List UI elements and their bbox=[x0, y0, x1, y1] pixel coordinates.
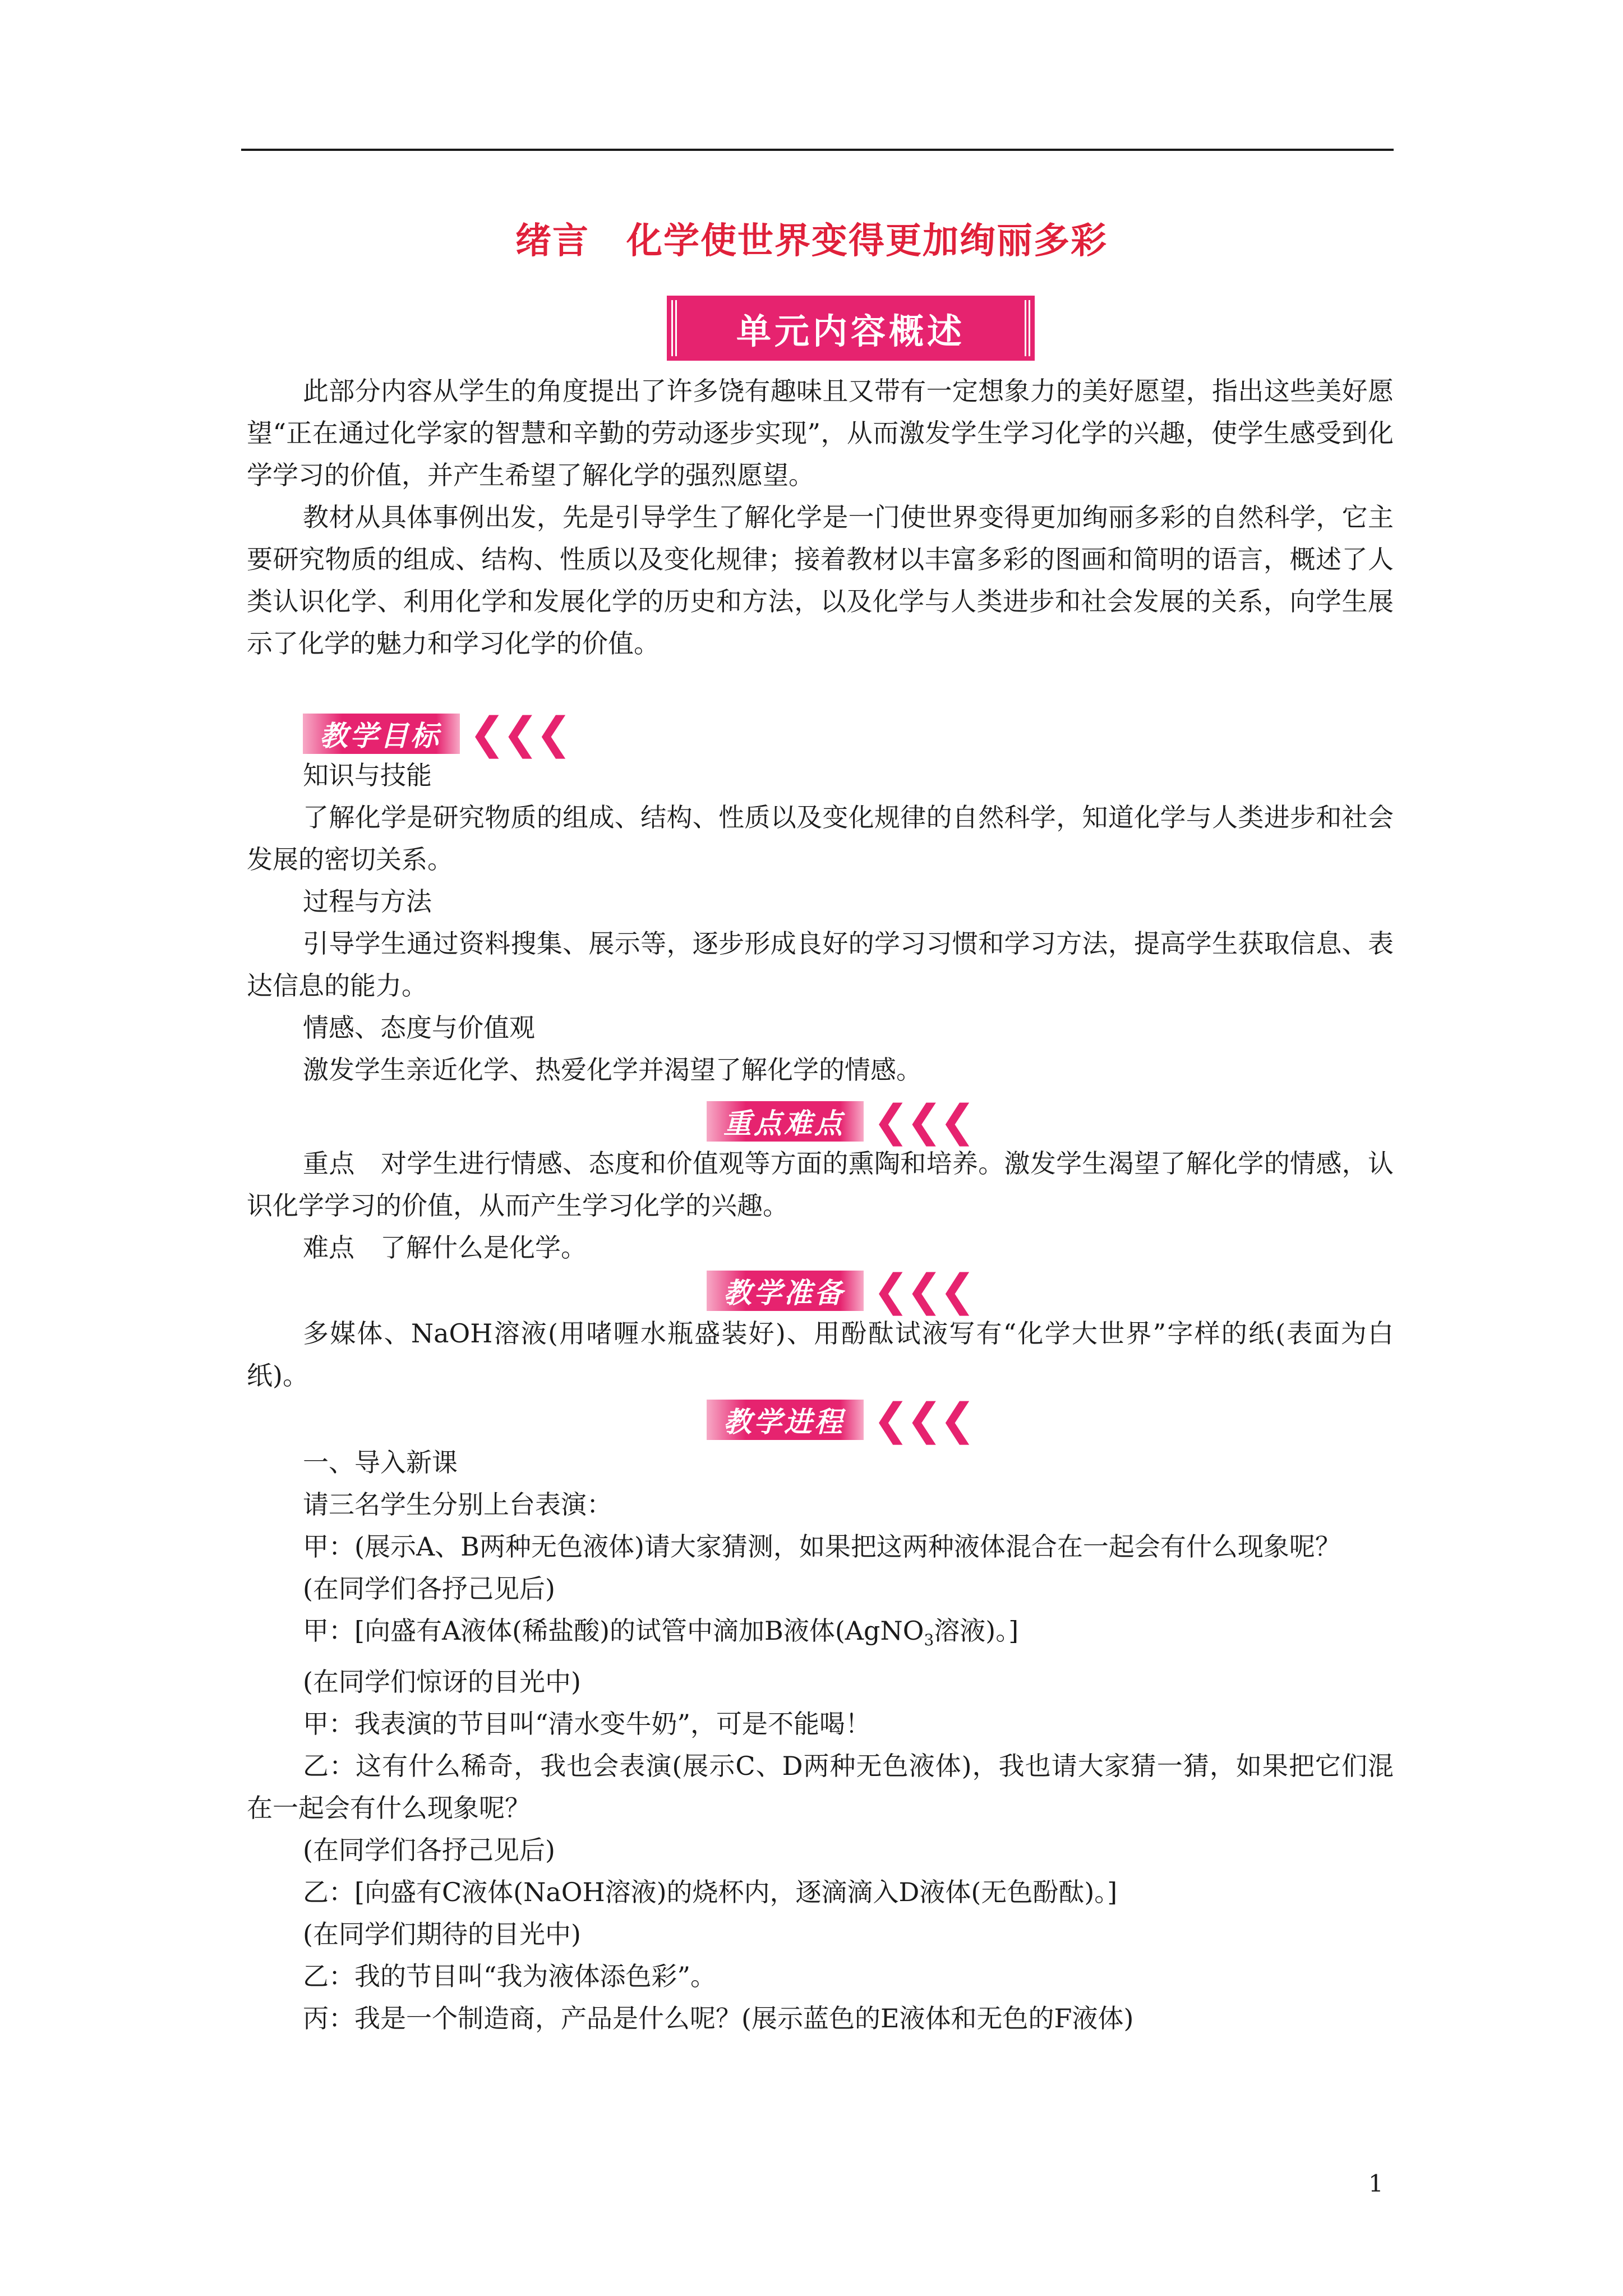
prep-section bbox=[247, 1313, 1394, 1397]
paragraph: 过程与方法 bbox=[303, 886, 432, 917]
subscript: 3 bbox=[924, 1631, 934, 1650]
paragraph: (在同学们各抒己见后) bbox=[303, 1573, 555, 1604]
paragraph: 乙：[向盛有C液体(NaOH溶液)的烧杯内，逐滴滴入D液体(无色酚酞)。] bbox=[303, 1877, 1118, 1908]
banner-label: 教学准备 bbox=[707, 1271, 864, 1311]
chevron-left-icon: ❮❮❮ bbox=[873, 1266, 973, 1316]
section-banner-goals bbox=[303, 708, 569, 759]
header-rule bbox=[241, 149, 1394, 151]
paragraph: 一、导入新课 bbox=[303, 1447, 458, 1478]
chevron-left-icon: ❮❮❮ bbox=[873, 1395, 973, 1445]
section-banner-overview: 单元内容概述 bbox=[671, 300, 1030, 356]
goals-section bbox=[247, 754, 1394, 1091]
paragraph: 乙：这有什么稀奇，我也会表演(展示C、D两种无色液体)，我也请大家猜一猜，如果把它们混在一起会有什么现象呢？ bbox=[247, 1751, 1394, 1824]
paragraph: 引导学生通过资料搜集、展示等，逐步形成良好的学习习惯和学习方法，提高学生获取信息、表达信息的能力。 bbox=[247, 928, 1394, 1001]
page-number: 1 bbox=[1368, 2170, 1384, 2197]
chevron-left-icon: ❮❮❮ bbox=[469, 708, 569, 759]
paragraph: 此部分内容从学生的角度提出了许多饶有趣味且又带有一定想象力的美好愿望，指出这些美好愿望“正在通过化学家的智慧和辛勤的劳动逐步实现”，从而激发学生学习化学的兴趣，使学生感受到化学学习的价值，并产生希望了解化学的强烈愿望。 bbox=[247, 376, 1394, 490]
page-title: 绪言 化学使世界变得更加绚丽多彩 bbox=[515, 220, 1108, 262]
banner-label: 教学进程 bbox=[707, 1400, 864, 1440]
paragraph: 了解化学是研究物质的组成、结构、性质以及变化规律的自然科学，知道化学与人类进步和社会发展的密切关系。 bbox=[247, 802, 1394, 875]
paragraph: 重点 对学生进行情感、态度和价值观等方面的熏陶和培养。激发学生渴望了解化学的情感，认识化学学习的价值，从而产生学习化学的兴趣。 bbox=[247, 1148, 1394, 1221]
paragraph: 知识与技能 bbox=[303, 760, 432, 790]
paragraph: 多媒体、NaOH溶液(用啫喱水瓶盛装好)、用酚酞试液写有“化学大世界”字样的纸(表面为白纸)。 bbox=[247, 1318, 1394, 1391]
paragraph: 情感、态度与价值观 bbox=[303, 1013, 535, 1043]
paragraph: 甲：我表演的节目叫“清水变牛奶”，可是不能喝！ bbox=[303, 1709, 872, 1740]
overview-section bbox=[247, 370, 1394, 665]
paragraph: 乙：我的节目叫“我为液体添色彩”。 bbox=[303, 1961, 717, 1992]
section-banner-process bbox=[707, 1395, 973, 1445]
text-run: 溶液)。] bbox=[934, 1616, 1019, 1646]
paragraph: 教材从具体事例出发，先是引导学生了解化学是一门使世界变得更加绚丽多彩的自然科学，它主要研究物质的组成、结构、性质以及变化规律；接着教材以丰富多彩的图画和简明的语言，概述了人类认识化学、利用化学和发展化学的历史和方法，以及化学与人类进步和社会发展的关系，向学生展示了化学的魅力和学习化学的价值。 bbox=[247, 502, 1394, 659]
banner-label: 教学目标 bbox=[303, 714, 460, 754]
section-banner-prep bbox=[707, 1266, 973, 1316]
process-section bbox=[247, 1442, 1394, 2040]
paragraph: 激发学生亲近化学、热爱化学并渴望了解化学的情感。 bbox=[303, 1055, 922, 1085]
paragraph: (在同学们期待的目光中) bbox=[303, 1919, 581, 1950]
banner-label: 重点难点 bbox=[707, 1101, 864, 1142]
paragraph: 难点 了解什么是化学。 bbox=[303, 1232, 587, 1263]
paragraph: 甲：(展示A、B两种无色液体)请大家猜测，如果把这两种液体混合在一起会有什么现象呢？ bbox=[303, 1531, 1341, 1562]
paragraph bbox=[247, 1610, 1394, 1661]
chevron-left-icon: ❮❮❮ bbox=[873, 1096, 973, 1147]
paragraph: (在同学们各抒己见后) bbox=[303, 1835, 555, 1866]
text-run: 甲：[向盛有A液体(稀盐酸)的试管中滴加B液体(AgNO bbox=[303, 1616, 924, 1646]
paragraph: (在同学们惊讶的目光中) bbox=[303, 1667, 581, 1697]
paragraph: 丙：我是一个制造商，产品是什么呢？(展示蓝色的E液体和无色的F液体) bbox=[303, 2003, 1134, 2034]
paragraph: 请三名学生分别上台表演： bbox=[303, 1489, 612, 1520]
section-banner-key bbox=[707, 1096, 973, 1147]
key-section bbox=[247, 1143, 1394, 1269]
